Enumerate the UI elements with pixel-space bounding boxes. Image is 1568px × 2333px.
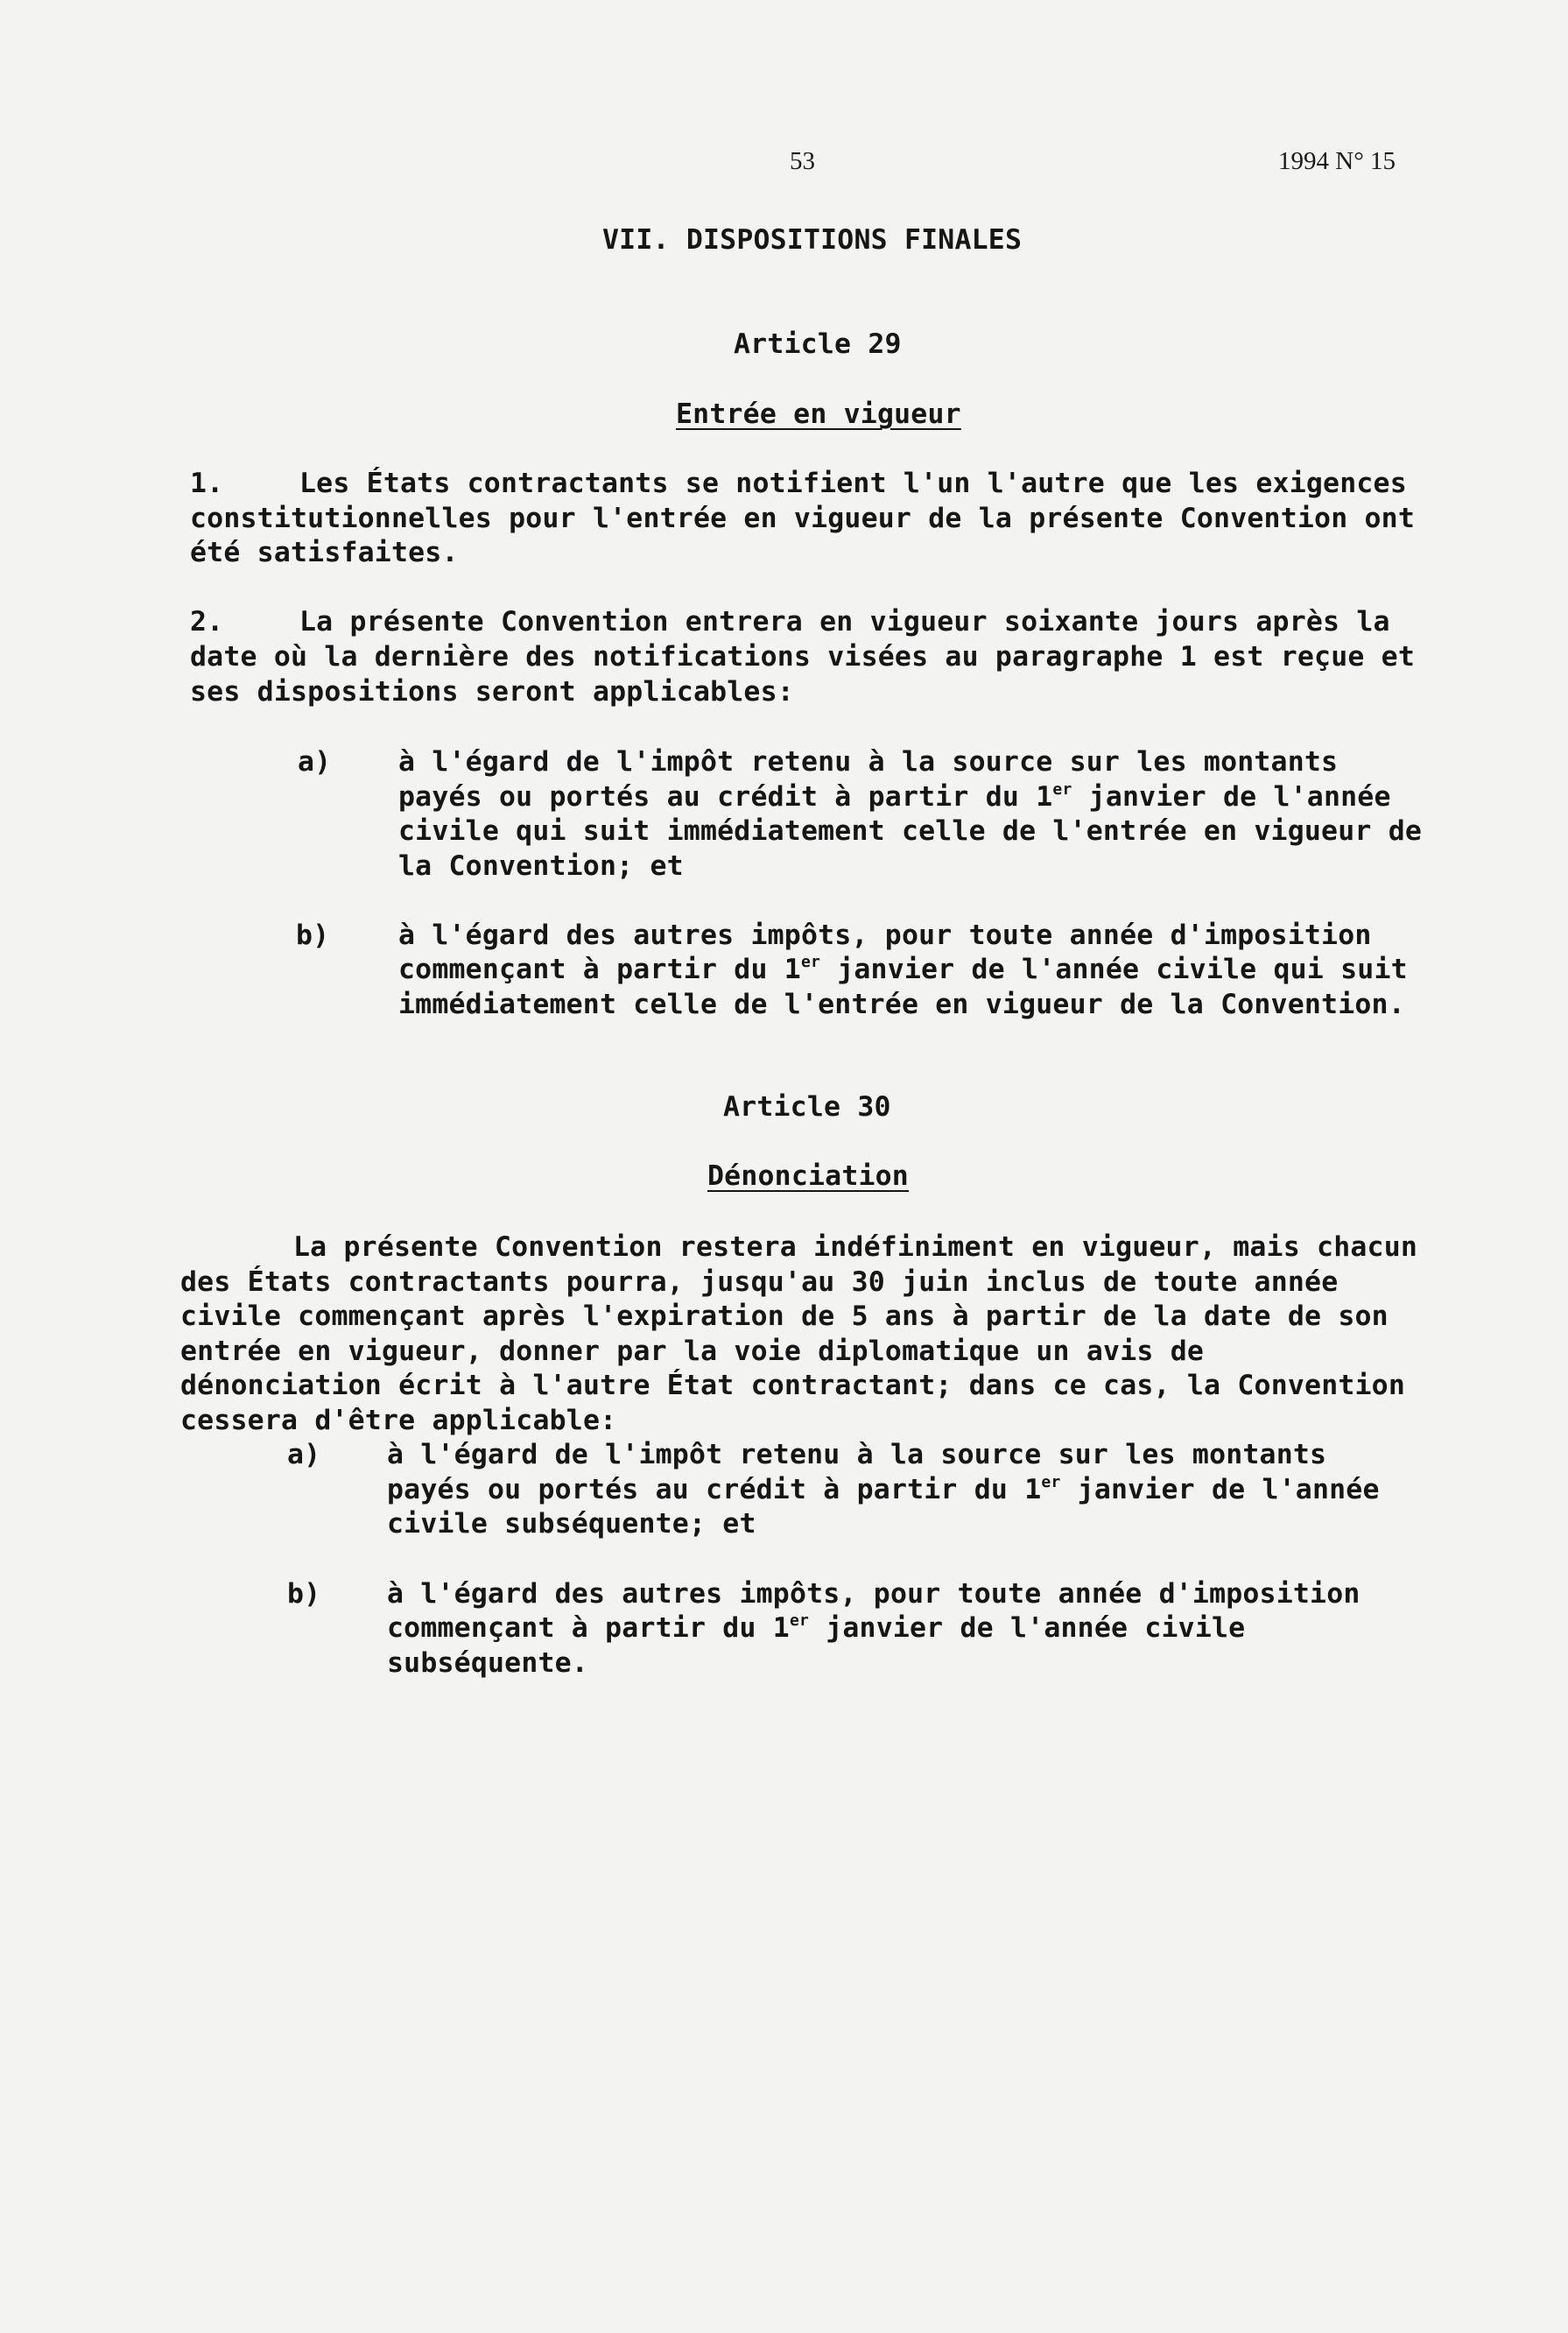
art29-item-a-line: payés ou portés au crédit à partir du 1er janvier de l'année	[398, 780, 1391, 813]
art30-item-a-line: à l'égard de l'impôt retenu à la source sur les montants	[387, 1439, 1327, 1470]
art30-paragraph-line: La présente Convention restera indéfiniment en vigueur, mais chacun	[293, 1231, 1418, 1263]
art29-p2-number: 2.	[190, 606, 224, 638]
art29-item-a-line: civile qui suit immédiatement celle de l'entrée en vigueur de	[398, 815, 1423, 847]
art30-item-a-label: a)	[287, 1439, 321, 1470]
art29-item-a-line: la Convention; et	[398, 850, 684, 882]
art30-item-b-line: commençant à partir du 1er janvier de l'année civile	[387, 1611, 1246, 1644]
art29-p1-number: 1.	[190, 468, 224, 499]
art30-paragraph-line: civile commençant après l'expiration de 5 ans à partir de la date de son	[180, 1300, 1389, 1332]
art29-item-b-line: commençant à partir du 1er janvier de l'année civile qui suit	[398, 953, 1408, 985]
art30-item-b-label: b)	[287, 1578, 321, 1610]
art29-p2-line: ses dispositions seront applicables:	[190, 676, 794, 708]
art30-paragraph-line: des États contractants pourra, jusqu'au 30 juin inclus de toute année	[180, 1266, 1339, 1298]
article-29-title: Article 29	[734, 328, 902, 360]
art29-item-b-line: à l'égard des autres impôts, pour toute année d'imposition	[398, 920, 1372, 951]
article-30-subtitle: Dénonciation	[707, 1160, 909, 1192]
art29-p1-line: Les États contractants se notifient l'un l'autre que les exigences	[299, 468, 1407, 499]
art29-item-b-label: b)	[296, 920, 330, 951]
art29-p2-line: date où la dernière des notifications visées au paragraphe 1 est reçue et	[190, 641, 1416, 673]
article-29-subtitle: Entrée en vigueur	[676, 398, 961, 430]
art29-item-a-label: a)	[298, 746, 332, 778]
art29-item-a-line: à l'égard de l'impôt retenu à la source sur les montants	[398, 746, 1339, 778]
art30-paragraph-line: dénonciation écrit à l'autre État contractant; dans ce cas, la Convention	[180, 1370, 1406, 1401]
article-30-title: Article 30	[723, 1091, 891, 1123]
art30-item-a-line: civile subséquente; et	[387, 1508, 756, 1540]
page-number: 53	[790, 147, 815, 175]
art30-paragraph-line: cessera d'être applicable:	[180, 1405, 617, 1436]
journal-reference: 1994 N° 15	[1278, 147, 1396, 175]
section-title: VII. DISPOSITIONS FINALES	[602, 224, 1023, 256]
art29-p1-line: été satisfaites.	[190, 537, 459, 568]
art29-item-b-line: immédiatement celle de l'entrée en vigueur de la Convention.	[398, 989, 1405, 1020]
art29-p2-line: La présente Convention entrera en vigueur soixante jours après la	[299, 606, 1390, 638]
art30-item-b-line: à l'égard des autres impôts, pour toute année d'imposition	[387, 1578, 1361, 1610]
art30-item-b-line: subséquente.	[387, 1647, 588, 1679]
art30-paragraph-line: entrée en vigueur, donner par la voie diplomatique un avis de	[180, 1336, 1205, 1367]
art30-item-a-line: payés ou portés au crédit à partir du 1er janvier de l'année	[387, 1473, 1380, 1505]
art29-p1-line: constitutionnelles pour l'entrée en vigueur de la présente Convention ont	[190, 503, 1416, 534]
